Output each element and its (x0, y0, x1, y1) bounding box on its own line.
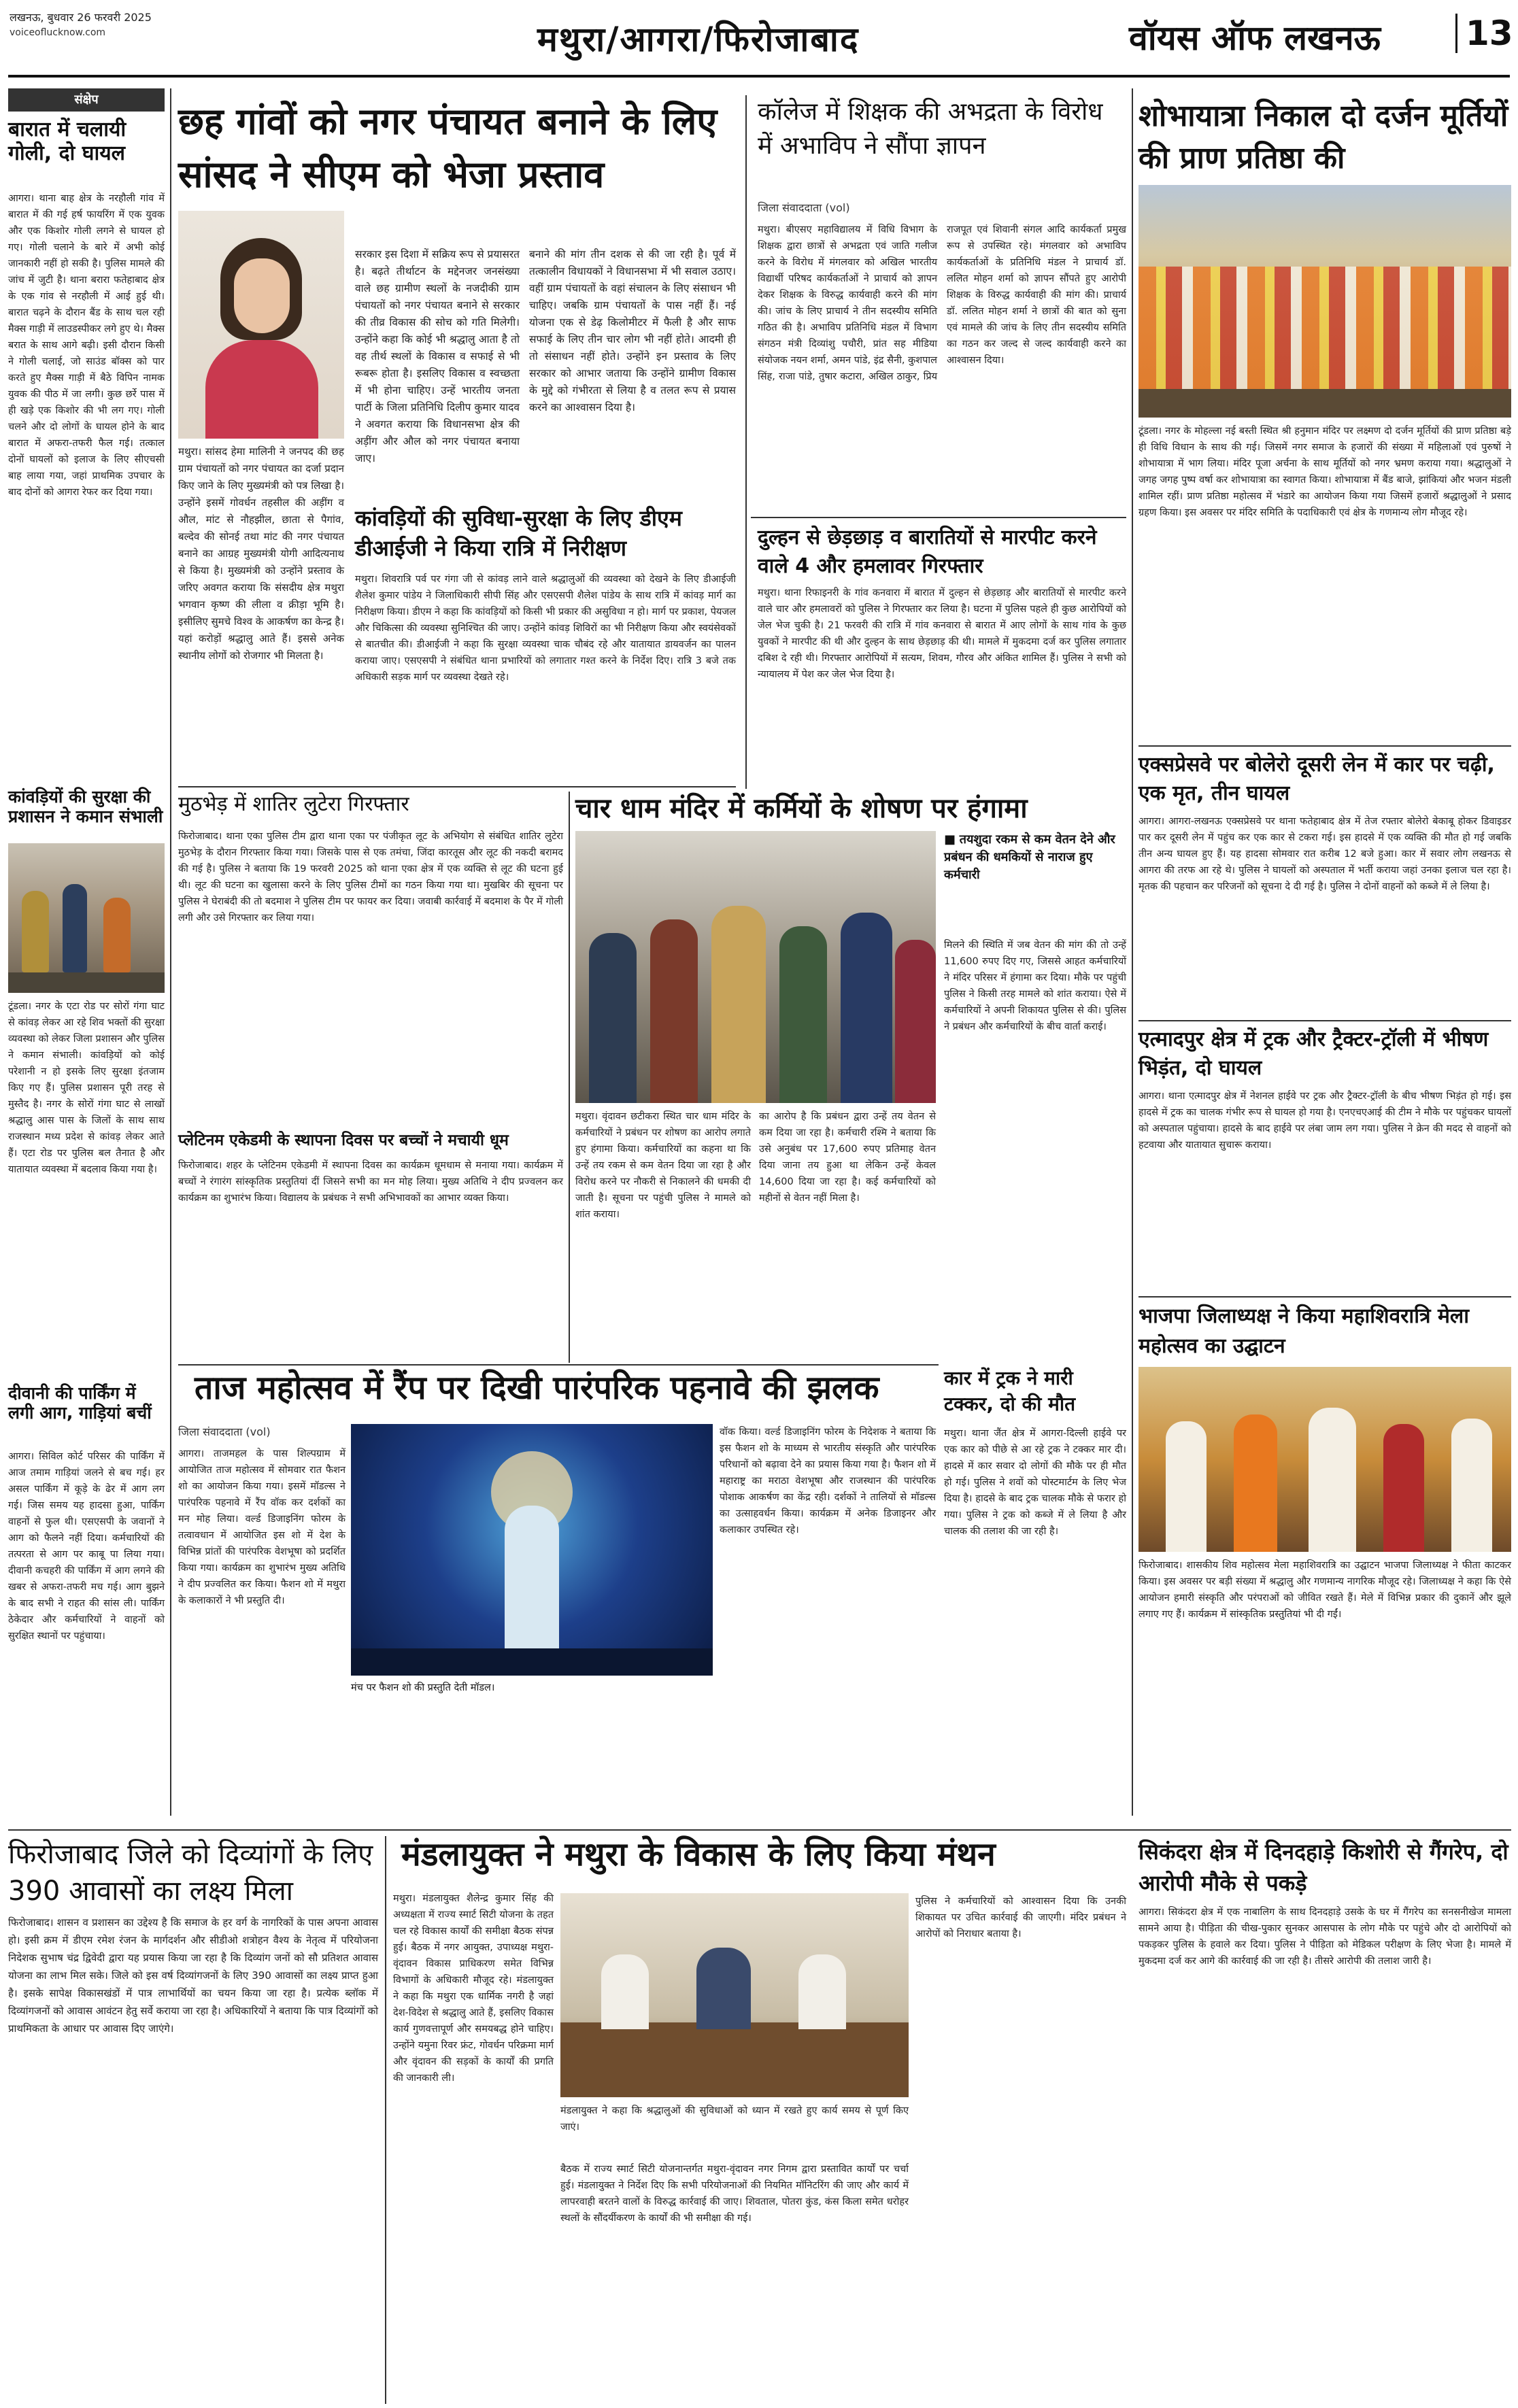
taj-byline: जिला संवाददाता (vol) (178, 1425, 271, 1438)
platinum-headline: प्लेटिनम एकेडमी के स्थापना दिवस पर बच्चों ने मचायी धूम (178, 1132, 509, 1149)
chardham-photo (575, 831, 936, 1103)
sikandra-headline: सिकंदरा क्षेत्र में दिनदहाड़े किशोरी से गैंगरेप, दो आरोपी मौके से पकड़े (1138, 1839, 1508, 1896)
dateline: लखनऊ, बुधवार 26 फरवरी 2025 (10, 11, 152, 24)
mandal-body-2: बैठक में राज्य स्मार्ट सिटी योजनान्तर्गत मथुरा-वृंदावन नगर निगम द्वारा प्रस्तावित कार्यों पर चर्चा हुई। मंडलायुक्त ने निर्देश दिए कि सभी परियोजनाओं की नियमित मॉनिटरिंग की जाए और कार्य में लापरवाही बरतने वालों के विरुद्ध कार्रवाई की जाए। शिवताल, पोतरा कुंड, कंस किला समेत धरोहर स्थलों के सौंदर्यीकरण के कार्यों की भी समीक्षा की गई। (560, 2164, 912, 2224)
page-number: 13 (1455, 14, 1513, 53)
lead-col-3: बनाने की मांग तीन दशक से की जा रही है। पूर्व में तत्कालीन विधायकों ने विधानसभा में भी सवाल उठाए। वहीं ग्राम पंचायतों के वहां संचालन के लिए संसाधन भी चाहिए। जबकि ग्राम पंचायतों के पास नहीं हैं। नई योजना एक से डेढ़ किलोमीटर में फैली है और साफ सफाई के लिए तीन चार लोग भी नहीं होते। आदमी ही तो संसाधन नहीं होते। उन्होंने इन प्रस्ताव के लिए सरकार को आभार जताया कि उन्होंने ग्रामीण विकास के मुद्दे को गंभीरता से लिया है व तलत रूप से प्रयास करने का आश्वासन दिया है। (529, 248, 739, 413)
taj-headline: ताज महोत्सव में रैंप पर दिखी पारंपरिक पहनावे की झलक (195, 1369, 879, 1407)
sikandra-body: आगरा। सिकंदरा क्षेत्र में एक नाबालिग के साथ दिनदहाड़े उसके के घर में गैंगरेप का सनसनीखेज मामला सामने आया है। पीड़िता की चीख-पुकार सुनकर आसपास के लोग मौके पर पहुंचे और दो आरोपियों को पकड़कर पुलिस के हवाले कर दिया। पुलिस ने पीड़िता को मेडिकल परीक्षण के लिए भेजा है। मामले में मुकदमा दर्ज कर आगे की कार्रवाई की जा रही है। तीसरे आरोपी की तलाश जारी है। (1138, 1907, 1515, 1967)
robber-headline: मुठभेड़ में शातिर लुटेरा गिरफ्तार (178, 792, 409, 816)
lead-caption-text: मथुरा। सांसद हेमा मालिनी ने जनपद की छह ग्राम पंचायतों को नगर पंचायत का दर्जा प्रदान किए जाने के लिए मुख्यमंत्री को पत्र लिखा है। उन्होंने इसमें गोवर्धन तहसील की अड़ींग व औल, मांट से नौहझील, छाता से पैगांव, बल्देव की सोनई तथा मांट की नगर पंचायत बनाने का आग्रह मुख्यमंत्री योगी आदित्यनाथ से किया है। मुख्यमंत्री को उन्होंने प्रस्ताव के जरिए अवगत कराया कि संसदीय क्षेत्र मथुरा भगवान कृष्ण की लीला व क्रीड़ा भूमि है। इसीलिए सुमचे विश्व के आकर्षण का केन्द्र है। यहां करोड़ों श्रद्धालु आते हैं। इससे अनेक स्थानीय लोगों को रोजगार भी मिलता है। (178, 445, 348, 662)
kanwar-body: मथुरा। शिवरात्रि पर्व पर गंगा जी से कांवड़ लाने वाले श्रद्धालुओं की व्यवस्था को देखने के लिए डीआईजी शैलेश कुमार पांडेय ने जिलाधिकारी सीपी सिंह और एसएसपी शैलेश पांडेय के साथ रात्रि में कांवड़ मार्ग का निरीक्षण किया। डीएम ने कहा कि कांवड़ियों को किसी भी प्रकार की असुविधा न हो। मार्ग पर प्रकाश, पेयजल और चिकित्सा की व्यवस्था सुनिश्चित की जाए। उन्होंने कांवड़ शिविरों का भी निरीक्षण किया और स्वयंसेवकों से बातचीत की। डीआईजी ने कहा कि सुरक्षा व्यवस्था चाक चौबंद रहे और यातायात डायवर्जन का पालन कराया जाए। एसएसपी ने संबंधित थाना प्रभारियों को लगातार गश्त करने के निर्देश दिए। रात्रि 3 बजे तक अधिकारी सड़क मार्ग पर व्यवस्था देखते रहे। (355, 574, 739, 683)
kanwar-photo (8, 843, 165, 993)
firozabad-headline: फिरोजाबाद जिले को दिव्यांगों के लिए 390 आवासों का लक्ष्य मिला (8, 1839, 373, 1907)
taj-photo (351, 1424, 713, 1676)
shobha-headline: शोभायात्रा निकाल दो दर्जन मूर्तियों की प्राण प्रतिष्ठा की (1138, 99, 1508, 175)
platinum-body: फिरोजाबाद। शहर के प्लेटिनम एकेडमी में स्थापना दिवस का कार्यक्रम धूमधाम से मनाया गया। कार्यक्रम में बच्चों ने रंगारंग सांस्कृतिक प्रस्तुतियां दीं जिसने सभी का मन मोह लिया। मुख्य अतिथि ने दीप प्रज्वलन कर कार्यक्रम का शुभारंभ किया। विद्यालय के प्रबंधक ने सभी अभिभावकों का आभार व्यक्त किया। (178, 1160, 567, 1204)
expressway-headline: एक्सप्रेसवे पर बोलेरो दूसरी लेन में कार पर चढ़ी, एक मृत, तीन घायल (1138, 753, 1495, 805)
mp-portrait (178, 211, 344, 439)
college-byline: जिला संवाददाता (vol) (758, 201, 850, 214)
shobha-photo (1138, 185, 1511, 418)
bride-body: मथुरा। थाना रिफाइनरी के गांव कनवारा में बारात में दुल्हन से छेड़छाड़ और बारातियों से मारपीट करने वाले चार और हमलावरों को पुलिस ने गिरफ्तार कर लिया है। घटना में पुलिस पहले ही कुछ आरोपियों को जेल भेज चुकी है। 21 फरवरी की रात्रि में गांव कनवारा से बारात में आए लोगों के साथ गांव के कुछ युवकों ने मारपीट की थी और दुल्हन के साथ छेड़छाड़ की थी। मामले में मुकदमा दर्ज कर पुलिस लगातार दबिश दे रही थी। गिरफ्तार आरोपियों में सत्यम, शिवम, गौरव और अंकित शामिल हैं। पुलिस ने सभी को न्यायालय में पेश कर जेल भेज दिया है। (758, 588, 1130, 680)
mandal-body-3: पुलिस ने कर्मचारियों को आश्वासन दिया कि उनकी शिकायत पर उचित कार्रवाई की जाएगी। मंदिर प्रबंधन ने आरोपों को निराधार बताया है। (915, 1896, 1130, 1939)
robber-body: फिरोजाबाद। थाना एका पुलिस टीम द्वारा थाना एका पर पंजीकृत लूट के अभियोग से संबंधित शातिर लुटेरा मुठभेड़ के दौरान गिरफ्तार किया गया। जिसके पास से एक तमंचा, जिंदा कारतूस और लूट की नकदी बरामद की गई है। पुलिस ने बताया कि 19 फरवरी 2025 को थाना एका क्षेत्र में एक व्यक्ति से लूट की घटना हुई थी। लूट की घटना का खुलासा करने के लिए पुलिस टीमों का गठन किया गया था। मुखबिर की सूचना पर पुलिस ने घेराबंदी की तो बदमाश ने पुलिस टीम पर फायर कर दिया। जवाबी कार्रवाई में बदमाश के पैर में गोली लगी और उसे गिरफ्तार कर लिया गया। (178, 831, 567, 923)
brief-1-headline: बारात में चलायी गोली, दो घायल (8, 118, 126, 165)
car-headline: कार में ट्रक ने मारी टक्कर, दो की मौत (944, 1367, 1076, 1415)
sidebar-label: संक्षेप (8, 88, 165, 112)
brief-2-body: टूंडला। नगर के एटा रोड पर सोरों गंगा घाट से कांवड़ लेकर आ रहे शिव भक्तों की सुरक्षा व्यवस्था को लेकर जिला प्रशासन और पुलिस ने कमान संभाली। कांवड़ियों को कोई परेशानी न हो इसके लिए सुरक्षा इंतजाम किए गए हैं। पुलिस प्रशासन पूरी तरह से मुस्तैद है। नगर के सोरों गंगा घाट से लाखों श्रद्धालु आस पास के जिलों के साथ साथ राजस्थान मध्य प्रदेश से कांवड़ लेकर आते हैं। एटा रोड पर पुलिस बल तैनात है और यातायात व्यवस्था में बदलाव किया गया है। (8, 1001, 168, 1175)
taj-body: आगरा। ताजमहल के पास शिल्पग्राम में आयोजित ताज महोत्सव में सोमवार रात फैशन शो का आयोजन किया गया। इसमें मॉडल्स ने पारंपरिक पहनावे में रैंप वॉक कर दर्शकों का मन मोह लिया। वर्ल्ड डिजाइनिंग फोरम के तत्वावधान में आयोजित इस शो में देश के विभिन्न प्रांतों की पारंपरिक वेशभूषा को प्रदर्शित किया गया। कार्यक्रम का शुभारंभ मुख्य अतिथि ने दीप प्रज्वलित कर किया। फैशन शो में मथुरा के कलाकारों ने भी प्रस्तुति दी। (178, 1448, 349, 1606)
masthead (0, 0, 1518, 85)
college-body: मथुरा। बीएसए महाविद्यालय में विधि विभाग के शिक्षक द्वारा छात्रों से अभद्रता एवं जाति गलीज करने के विरोध में मंगलवार को अखिल भारतीय विद्यार्थी परिषद कार्यकर्ताओं ने प्राचार्य को ज्ञापन देकर शिक्षक के विरुद्ध कार्यवाही करने की मांग की। जांच के लिए प्राचार्य ने तीन सदस्यीय समिति गठित की है। अभाविप प्रतिनिधि मंडल में विभाग संगठन मंत्री दिव्यांशु पचौरी, प्रांत सह मीडिया संयोजक नयन शर्मा, अमन पांडे, इंद्र सैनी, कुशपाल सिंह, राजा पांडे, तुषार कटारा, अखिल ठाकुर, प्रिय राजपूत एवं शिवानी संगल आदि कार्यकर्ता प्रमुख रूप से उपस्थित रहे। मंगलवार को अभाविप कार्यकर्ताओं के प्रतिनिधि मंडल ने प्राचार्य डॉ. ललित मोहन शर्मा को ज्ञापन सौंपते हुए आरोपी शिक्षक के विरुद्ध कार्यवाही की मांग की। प्राचार्य डॉ. ललित मोहन शर्मा ने छात्रों की बात को सुना एवं मामले की जांच के लिए तीन सदस्यीय समिति का गठन कर जल्द से जल्द कार्यवाही करने का आश्वासन दिया। (758, 224, 1130, 382)
etmadpur-body: आगरा। थाना एत्मादपुर क्षेत्र में नेशनल हाईवे पर ट्रक और ट्रैक्टर-ट्रॉली के बीच भीषण भिड़ंत हो गई। इस हादसे में ट्रक का चालक गंभीर रूप से घायल हो गया है। एनएचएआई की टीम ने मौके पर पहुंचकर घायलों को अस्पताल पहुंचाया। हादसे के बाद हाईवे पर लंबा जाम लग गया। पुलिस ने क्रेन की मदद से वाहनों को हटवाया और यातायात सुचारू कराया। (1138, 1091, 1515, 1151)
bride-headline: दुल्हन से छेड़छाड़ व बारातियों से मारपीट करने वाले 4 और हमलावर गिरफ्तार (758, 526, 1097, 578)
chardham-body-2: मथुरा। वृंदावन छटीकरा स्थित चार धाम मंदिर के कर्मचारियों ने प्रबंधन पर शोषण का आरोप लगाते हुए हंगामा किया। कर्मचारियों का कहना था कि उन्हें तय रकम से कम वेतन दिया जा रहा है और विरोध करने पर नौकरी से निकालने की धमकी दी जाती है। सूचना पर पहुंची पुलिस ने मामले को शांत कराया। (575, 1111, 754, 1220)
bjp-photo (1138, 1367, 1511, 1552)
paper-name: वॉयस ऑफ लखनऊ (1129, 18, 1381, 58)
brief-2-headline: कांवड़ियों की सुरक्षा की प्रशासन ने कमान संभाली (8, 787, 163, 826)
lead-col-2: सरकार इस दिशा में सक्रिय रूप से प्रयासरत है। बढ़ते तीर्थाटन के मद्देनजर जनसंख्या वाले छह ग्रामीण स्थलों के नजदीकी ग्राम पंचायतों को नगर पंचायत बनाने से सरकार की तीव्र विकास की सोच को गति मिलेगी। उन्होंने कहा कि कोई भी श्रद्धालु आता है तो वह तीर्थ स्थलों के विकास व सफाई से भी रूबरू होता है। इसलिए विकास व स्वच्छता में भी होना चाहिए। उन्हें भारतीय जनता पार्टी के जिला प्रतिनिधि दिलीप कुमार यादव ने अवगत कराया कि विधानसभा क्षेत्र की अड़ींग और औल को नगर पंचायत बनाया जाए। (355, 248, 523, 464)
etmadpur-headline: एत्मादपुर क्षेत्र में ट्रक और ट्रैक्टर-ट्रॉली में भीषण भिड़ंत, दो घायल (1138, 1028, 1489, 1080)
mandal-photo (560, 1893, 909, 2097)
shobha-body: टूंडला। नगर के मोहल्ला नई बस्ती स्थित श्री हनुमान मंदिर पर लक्ष्मण दो दर्जन मूर्तियों की प्राण प्रतिष्ठा बड़े ही विधि विधान के साथ की गई। जिसमें नगर समाज के हजारों की संख्या में महिलाओं एवं पुरुषों ने शोभायात्रा में भाग लिया। मंदिर पूजा अर्चना के साथ मूर्तियों को नगर भ्रमण कराया गया। श्रद्धालुओं ने जगह जगह पुष्प वर्षा कर शोभायात्रा का स्वागत किया। शोभायात्रा में बैंड बाजे, झांकियां और भजन मंडली शामिल रहीं। प्राण प्रतिष्ठा महोत्सव में भंडारे का आयोजन किया गया जिसमें हजारों श्रद्धालुओं ने प्रसाद ग्रहण किया। इस अवसर पर मंदिर समिति के पदाधिकारी एवं क्षेत्र के गणमान्य लोग मौजूद रहे। (1138, 426, 1515, 518)
brief-3-headline: दीवानी की पार्किंग में लगी आग, गाड़ियां बचीं (8, 1383, 152, 1423)
chardham-body-1: मिलने की स्थिति में जब वेतन की मांग की तो उन्हें 11,600 रुपए दिए गए, जिससे आहत कर्मचारियों ने मंदिर परिसर में हंगामा कर दिया। मौके पर पहुंची पुलिस ने किसी तरह मामले को शांत कराया। ऐसे में कर्मचारियों ने अपनी शिकायत पुलिस से की। पुलिस ने प्रबंधन और कर्मचारियों के बीच वार्ता कराई। (944, 940, 1130, 1032)
firozabad-body: फिरोजाबाद। शासन व प्रशासन का उद्देश्य है कि समाज के हर वर्ग के नागरिकों के पास अपना आवास हो। इसी क्रम में डीएम रमेश रंजन के मार्गदर्शन और सीडीओ शत्रोहन वैश्य के नेतृत्व में परियोजना निदेशक सुभाष चंद्र द्विवेदी द्वारा यह प्रयास किया जा रहा है कि दिव्यांग जनों को सौ प्रतिशत आवास योजना का लाभ मिल सके। जिले को इस वर्ष दिव्यांगजनों के लिए 390 आवासों का लक्ष्य प्राप्त हुआ है। इसके सापेक्ष विकासखंडों में पात्र लाभार्थियों का चयन किया जा रहा है। प्रत्येक ब्लॉक में दिव्यांगजनों को आवास आवंटन हेतु सर्वे कराया जा रहा है। अधिकारियों ने बताया कि पात्र दिव्यांगों को प्राथमिकता के आधार पर आवास दिए जाएंगे। (8, 1916, 382, 2035)
mandal-body: मथुरा। मंडलायुक्त शैलेन्द्र कुमार सिंह की अध्यक्षता में राज्य स्मार्ट सिटी योजना के तहत चल रहे विकास कार्यों की समीक्षा बैठक संपन्न हुई। बैठक में नगर आयुक्त, उपाध्यक्ष मथुरा-वृंदावन विकास प्राधिकरण समेत विभिन्न विभागों के अधिकारी मौजूद रहे। मंडलायुक्त ने कहा कि मथुरा एक धार्मिक नगरी है जहां देश-विदेश से श्रद्धालु आते हैं, इसलिए विकास कार्य गुणवत्तापूर्ण और समयबद्ध होने चाहिए। उन्होंने यमुना रिवर फ्रंट, गोवर्धन परिक्रमा मार्ग और वृंदावन की सड़कों के कार्यों की प्रगति की जानकारी ली। (393, 1893, 557, 2084)
expressway-body: आगरा। आगरा-लखनऊ एक्सप्रेसवे पर थाना फतेहाबाद क्षेत्र में तेज रफ्तार बोलेरो बेकाबू होकर डिवाइडर पार कर दूसरी लेन में पहुंच कर एक कार से टकरा गई। इस हादसे में एक व्यक्ति की मौत हो गई जबकि तीन अन्य घायल हुए हैं। यह हादसा सोमवार रात करीब 12 बजे हुआ। कार में सवार लोग लखनऊ से आगरा की तरफ आ रहे थे। पुलिस ने घायलों को अस्पताल में भर्ती कराया जहां उनका इलाज चल रहा है। मृतक की पहचान कर परिजनों को सूचना दे दी गई है। पुलिस ने दोनों वाहनों को कब्जे में ले लिया है। (1138, 816, 1515, 892)
kanwar-headline: कांवड़ियों की सुविधा-सुरक्षा के लिए डीएम डीआईजी ने किया रात्रि में निरीक्षण (355, 505, 682, 561)
mandal-headline: मंडलायुक्त ने मथुरा के विकास के लिए किया मंथन (401, 1835, 996, 1873)
sidebar (8, 88, 168, 1788)
taj-photo-caption: मंच पर फैशन शो की प्रस्तुति देती मॉडल। (351, 1682, 495, 1693)
chardham-pullquote: ■ तयशुदा रकम से कम वेतन देने और प्रबंधन की धमकियों से नाराज हुए कर्मचारी (944, 832, 1115, 882)
brief-1-body: आगरा। थाना बाह क्षेत्र के नरहौली गांव में बारात में की गई हर्ष फायरिंग में एक युवक और एक किशोर गोली लगने से घायल हो गए। गोली चलाने के बारे में अभी कोई जानकारी नहीं हो सकी है। पुलिस मामले की जांच में जुटी है। थाना बरारा फतेहाबाद क्षेत्र के एक गांव से नरहौली में आई हुई थी। बारात चढ़ने के दौरान बैंड के साथ चल रही मैक्स गाड़ी में लाउडस्पीकर लगे हुए थे। मैक्स बरात के साथ आगे बढ़ी। इसी दौरान किसी ने गोली चलाई, जो साउंड बॉक्स को पार करते हुए मैक्स गाड़ी में बैठे विपिन नामक युवक की पीठ में जा लगी। कुछ छर्रे पास में ही खड़े एक किशोर की भी लग गए। गोली चलने और दो लोगों के घायल होने के बाद बारात में अफरा-तफरी फैल गई। तत्काल दोनों घायलों को इलाज के लिए सीएचसी बाह लाया गया, जहां प्राथमिक उपचार के बाद दोनों को आगरा रेफर कर दिया गया। (8, 193, 168, 498)
bjp-headline: भाजपा जिलाध्यक्ष ने किया महाशिवरात्रि मेला महोत्सव का उद्घाटन (1138, 1304, 1470, 1358)
chardham-headline: चार धाम मंदिर में कर्मियों के शोषण पर हंगामा (575, 793, 1028, 824)
section-title: मथुरा/आगरा/फिरोजाबाद (537, 20, 860, 59)
lead-headline: छह गांवों को नगर पंचायत बनाने के लिए सांसद ने सीएम को भेजा प्रस्ताव (178, 100, 718, 196)
brief-3-body: आगरा। सिविल कोर्ट परिसर की पार्किंग में आज तमाम गाड़ियां जलने से बच गई। हर असल पार्किंग में कूड़े के ढेर में आग लग गई। जिस समय यह हादसा हुआ, पार्किंग वाहनों से फुल थी। एसएसपी के जवानों ने आग को फैलने नहीं दिया। कर्मचारियों की तत्परता से आग पर काबू पा लिया गया। दीवानी कचहरी की पार्किंग में आग लगने की खबर से अफरा-तफरी मच गई। आग बुझने के बाद सभी ने राहत की सांस ली। पार्किंग ठेकेदार और कर्मचारियों ने वाहनों को सुरक्षित स्थानों पर पहुंचाया। (8, 1451, 168, 1642)
website[interactable]: voiceoflucknow.com (10, 27, 106, 38)
bjp-body: फिरोजाबाद। शासकीय शिव महोत्सव मेला महाशिवरात्रि का उद्घाटन भाजपा जिलाध्यक्ष ने फीता काटकर किया। इस अवसर पर बड़ी संख्या में श्रद्धालु और गणमान्य नागरिक मौजूद रहे। जिलाध्यक्ष ने कहा कि ऐसे आयोजन हमारी संस्कृति और परंपराओं को जीवित रखते हैं। मेले में विभिन्न प्रकार की दुकानें और झूले लगाए गए हैं। कार्यक्रम में सांस्कृतिक प्रस्तुतियां भी दी गईं। (1138, 1560, 1515, 1620)
chardham-body-3: का आरोप है कि प्रबंधन द्वारा उन्हें तय वेतन से कम दिया जा रहा है। कर्मचारी रश्मि ने बताया कि उसे अनुबंध पर 17,600 रुपए प्रतिमाह वेतन दिया जाना तय हुआ था लेकिन उन्हें केवल 14,600 दिया जा रहा है। कई कर्मचारियों को महीनों से वेतन नहीं मिला है। (759, 1111, 939, 1204)
taj-body-2: वॉक किया। वर्ल्ड डिजाइनिंग फोरम के निदेशक ने बताया कि इस फैशन शो के माध्यम से भारतीय संस्कृति और पारंपरिक परिधानों को बढ़ावा देने का प्रयास किया गया है। फैशन शो में महाराष्ट्र का मराठा वेशभूषा और राजस्थान की पारंपरिक पोशाक आकर्षण का केंद्र रही। दर्शकों ने तालियों से मॉडल्स का उत्साहवर्धन किया। कार्यक्रम में अनेक डिजाइनर और कलाकार उपस्थित रहे। (720, 1427, 939, 1536)
college-headline: कॉलेज में शिक्षक की अभद्रता के विरोध में अभाविप ने सौंपा ज्ञापन (758, 98, 1103, 160)
mandal-caption: मंडलायुक्त ने कहा कि श्रद्धालुओं की सुविधाओं को ध्यान में रखते हुए कार्य समय से पूर्ण किए जाएं। (560, 2105, 912, 2133)
car-body: मथुरा। थाना जैंत क्षेत्र में आगरा-दिल्ली हाईवे पर एक कार को पीछे से आ रहे ट्रक ने टक्कर मार दी। हादसे में कार सवार दो लोगों की मौके पर ही मौत हो गई। पुलिस ने शवों को पोस्टमार्टम के लिए भेज दिया है। हादसे के बाद ट्रक चालक मौके से फरार हो गया। पुलिस ने ट्रक को कब्जे में ले लिया है और चालक की तलाश की जा रही है। (944, 1428, 1130, 1537)
